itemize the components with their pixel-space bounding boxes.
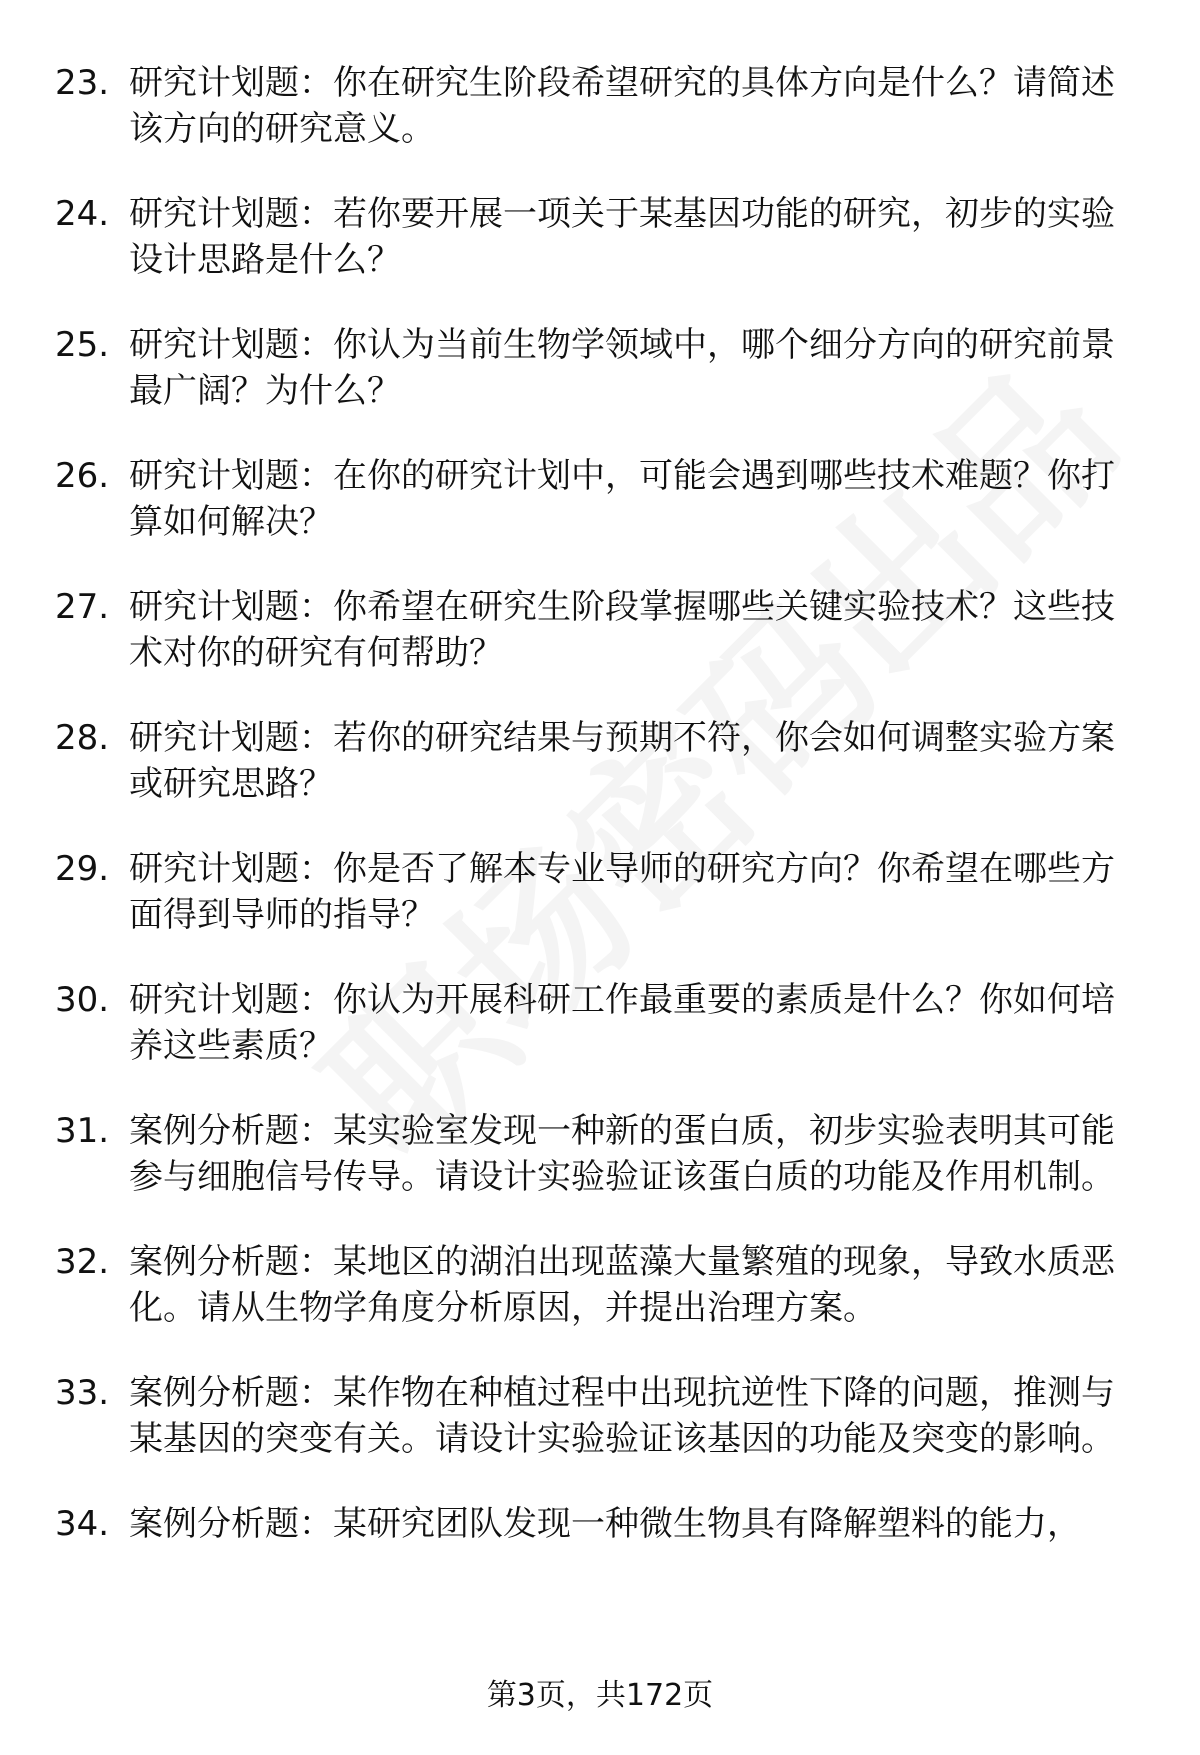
question-item-24 (55, 191, 1145, 283)
question-item-34 (55, 1501, 1145, 1547)
question-text: 案例分析题：某研究团队发现一种微生物具有降解塑料的能力， (129, 1504, 1081, 1544)
page-footer: 第3页，共172页 (486, 1678, 714, 1713)
question-number: 24. (55, 194, 110, 234)
question-item-31 (55, 1108, 1145, 1200)
question-text: 研究计划题：在你的研究计划中，可能会遇到哪些技术难题？你打算如何解决？ (129, 456, 1115, 542)
question-item-30 (55, 977, 1145, 1069)
question-item-25 (55, 322, 1145, 414)
question-text: 研究计划题：若你的研究结果与预期不符，你会如何调整实验方案或研究思路？ (129, 718, 1115, 804)
question-text: 案例分析题：某地区的湖泊出现蓝藻大量繁殖的现象，导致水质恶化。请从生物学角度分析原因，并提出治理方案。 (129, 1242, 1115, 1328)
question-number: 31. (55, 1111, 110, 1151)
question-number: 25. (55, 325, 110, 365)
question-number: 30. (55, 980, 110, 1020)
question-list (55, 60, 1145, 1586)
question-item-23 (55, 60, 1145, 152)
question-item-29 (55, 846, 1145, 938)
question-text: 研究计划题：若你要开展一项关于某基因功能的研究，初步的实验设计思路是什么？ (129, 194, 1115, 280)
question-text: 研究计划题：你认为当前生物学领域中，哪个细分方向的研究前景最广阔？为什么？ (129, 325, 1115, 411)
question-number: 28. (55, 718, 110, 758)
question-item-32 (55, 1239, 1145, 1331)
question-text: 研究计划题：你是否了解本专业导师的研究方向？你希望在哪些方面得到导师的指导？ (129, 849, 1115, 935)
question-number: 34. (55, 1504, 110, 1544)
question-number: 26. (55, 456, 110, 496)
question-number: 33. (55, 1373, 110, 1413)
question-text: 研究计划题：你认为开展科研工作最重要的素质是什么？你如何培养这些素质？ (129, 980, 1115, 1066)
question-item-26 (55, 453, 1145, 545)
question-number: 27. (55, 587, 110, 627)
question-text: 研究计划题：你在研究生阶段希望研究的具体方向是什么？请简述该方向的研究意义。 (129, 63, 1115, 149)
question-number: 32. (55, 1242, 110, 1282)
question-item-28 (55, 715, 1145, 807)
question-text: 案例分析题：某作物在种植过程中出现抗逆性下降的问题，推测与某基因的突变有关。请设计实验验证该基因的功能及突变的影响。 (129, 1373, 1115, 1459)
question-item-33 (55, 1370, 1145, 1462)
question-text: 案例分析题：某实验室发现一种新的蛋白质，初步实验表明其可能参与细胞信号传导。请设计实验验证该蛋白质的功能及作用机制。 (129, 1111, 1115, 1197)
question-item-27 (55, 584, 1145, 676)
question-number: 23. (55, 63, 110, 103)
question-number: 29. (55, 849, 110, 889)
question-text: 研究计划题：你希望在研究生阶段掌握哪些关键实验技术？这些技术对你的研究有何帮助？ (129, 587, 1115, 673)
